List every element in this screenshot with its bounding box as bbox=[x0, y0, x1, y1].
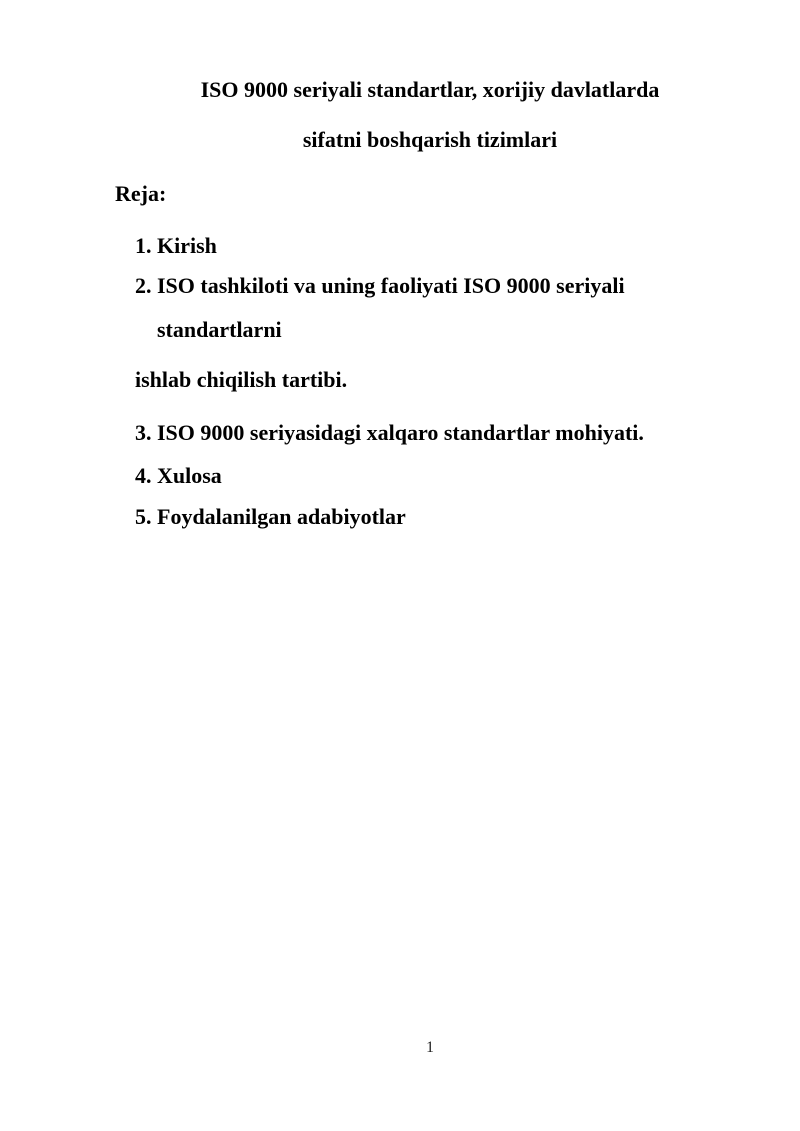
plan-heading: Reja: bbox=[115, 181, 167, 206]
document-title-line2: sifatni boshqarish tizimlari bbox=[302, 127, 558, 152]
outline-item-2-text-line2: standartlarni bbox=[157, 317, 282, 342]
outline-item-3-number: 3. bbox=[135, 420, 152, 445]
outline-item-4-number: 4. bbox=[135, 463, 152, 488]
outline-item-4 bbox=[135, 454, 222, 498]
outline-item-5-text: Foydalanilgan adabiyotlar bbox=[157, 504, 406, 529]
outline-item-3 bbox=[135, 411, 644, 455]
outline-item-2-number: 2. bbox=[135, 273, 152, 298]
outline-item-3-text: ISO 9000 seriyasidagi xalqaro standartlar mohiyati. bbox=[157, 420, 644, 445]
outline-item-4-text: Xulosa bbox=[157, 463, 222, 488]
page-number: 1 bbox=[426, 1039, 434, 1056]
continuation-paragraph: ishlab chiqilish tartibi. bbox=[135, 367, 348, 392]
outline-item-5 bbox=[135, 495, 406, 539]
outline-item-1-number: 1. bbox=[135, 233, 152, 258]
outline-item-1 bbox=[135, 224, 217, 268]
outline-item-1-text: Kirish bbox=[157, 233, 217, 258]
outline-item-5-number: 5. bbox=[135, 504, 152, 529]
document-title-line1: ISO 9000 seriyali standartlar, xorijiy davlatlarda bbox=[200, 77, 660, 102]
outline-item-2 bbox=[135, 264, 625, 352]
outline-item-2-text-line1: ISO tashkiloti va uning faoliyati ISO 9000 seriyali bbox=[157, 273, 625, 298]
